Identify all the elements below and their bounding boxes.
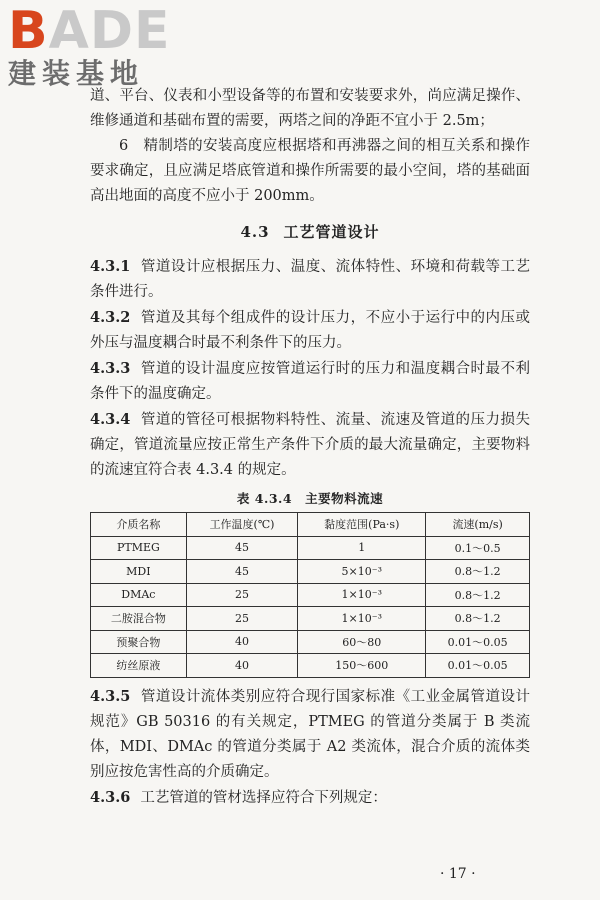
table-cell: 1	[298, 536, 426, 560]
table-cell: 0.8～1.2	[426, 607, 530, 631]
table-cell: 二胺混合物	[91, 607, 187, 631]
page-body	[90, 84, 530, 811]
paragraph-item-6: 6 精制塔的安装高度应根据塔和再沸器之间的相互关系和操作要求确定，且应满足塔底管道和操作所需要的最小空间，塔的基础面高出地面的高度不应小于 200mm。	[90, 138, 530, 204]
table-cell: MDI	[91, 560, 187, 584]
table-cell: 150～600	[298, 654, 426, 678]
table-header-cell: 工作温度(℃)	[186, 513, 298, 537]
table-cell: 1×10⁻³	[298, 607, 426, 631]
table-header-cell: 介质名称	[91, 513, 187, 537]
table-cell: 0.1～0.5	[426, 536, 530, 560]
table-row	[91, 630, 530, 654]
table-header-cell: 流速(m/s)	[426, 513, 530, 537]
table-cell: DMAc	[91, 583, 187, 607]
table-row	[91, 560, 530, 584]
clause-4-3-1: 4.3.1 管道设计应根据压力、温度、流体特性、环境和荷载等工艺条件进行。	[90, 258, 530, 300]
table-cell: 0.01～0.05	[426, 654, 530, 678]
table-caption: 表 4.3.4 主要物料流速	[236, 491, 384, 506]
table-cell: 1×10⁻³	[298, 583, 426, 607]
table-cell: 40	[186, 630, 298, 654]
clause-4-3-2: 4.3.2 管道及其每个组成件的设计压力，不应小于运行中的内压或外压与温度耦合时最不利条件下的压力。	[90, 309, 530, 351]
page-number: · 17 ·	[440, 866, 476, 882]
table-cell: 25	[186, 583, 298, 607]
logo-subtitle: 建装基地	[8, 57, 145, 90]
table-cell: 45	[186, 560, 298, 584]
table-cell: 5×10⁻³	[298, 560, 426, 584]
table-cell: PTMEG	[91, 536, 187, 560]
table-cell: 纺丝原液	[91, 654, 187, 678]
flow-rate-table	[90, 512, 530, 678]
clause-4-3-5: 4.3.5 管道设计流体类别应符合现行国家标准《工业金属管道设计规范》GB 50316 的有关规定，PTMEG 的管道分类属于 B 类流体，MDI、DMAc 的管道分类属于 A2 类流体，混合介质的流体类别应按危害性高的介质确定。	[90, 687, 530, 780]
clause-4-3-3: 4.3.3 管道的设计温度应按管道运行时的压力和温度耦合时最不利条件下的温度确定。	[90, 360, 530, 402]
clause-4-3-4: 4.3.4 管道的管径可根据物料特性、流量、流速及管道的压力损失确定，管道流量应按正常生产条件下介质的最大流量确定，主要物料的流速宜符合表 4.3.4 的规定。	[90, 411, 530, 478]
clause-4-3-6: 4.3.6 工艺管道的管材选择应符合下列规定：	[90, 788, 387, 806]
table-row	[91, 536, 530, 560]
table-row	[91, 583, 530, 607]
table-cell: 0.8～1.2	[426, 560, 530, 584]
table-cell: 45	[186, 536, 298, 560]
table-cell: 25	[186, 607, 298, 631]
bade-logo	[8, 1, 171, 90]
table-cell: 预聚合物	[91, 630, 187, 654]
table-cell: 40	[186, 654, 298, 678]
table-header-row	[91, 513, 530, 537]
table-row	[91, 607, 530, 631]
logo-wordmark: BADE	[8, 1, 171, 61]
paragraph-continued: 道、平台、仪表和小型设备等的布置和安装要求外，尚应满足操作、维修通道和基础布置的需要，两塔之间的净距不宜小于 2.5m；	[90, 88, 530, 129]
table-row	[91, 654, 530, 678]
table-header-cell: 黏度范围(Pa·s)	[298, 513, 426, 537]
section-heading: 4.3 工艺管道设计	[240, 223, 380, 241]
table-cell: 0.01～0.05	[426, 630, 530, 654]
table-cell: 0.8～1.2	[426, 583, 530, 607]
table-cell: 60～80	[298, 630, 426, 654]
